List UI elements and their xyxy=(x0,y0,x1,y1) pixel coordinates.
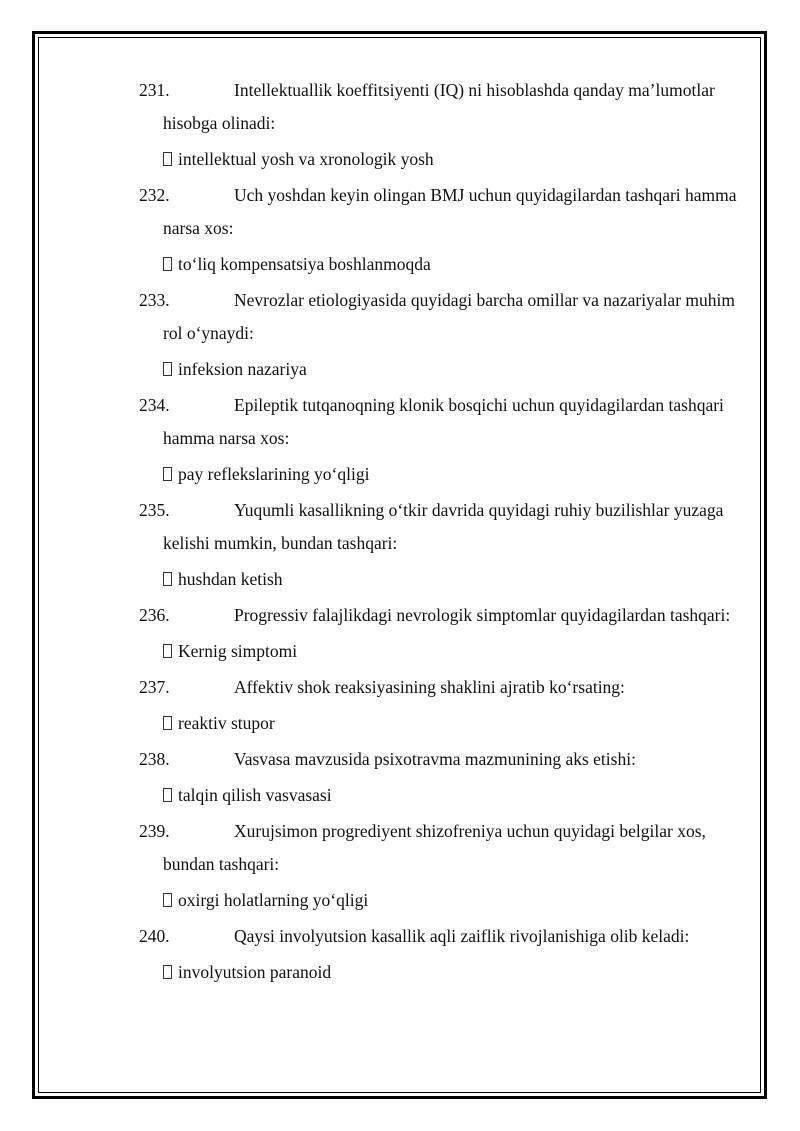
checkbox-icon xyxy=(163,257,172,271)
answer-line xyxy=(139,248,749,281)
question-number: 239. xyxy=(139,821,170,841)
question-item xyxy=(139,284,749,350)
question-number: 234. xyxy=(139,395,170,415)
answer-text: intellektual yosh va xronologik yosh xyxy=(178,149,434,169)
question-item xyxy=(139,920,749,953)
question-text: Vasvasa mavzusida psixotravma mazmunining aks etishi: xyxy=(234,749,636,769)
question-item xyxy=(139,74,749,140)
question-text: Progressiv falajlikdagi nevrologik simptomlar quyidagilardan tashqari: xyxy=(234,605,731,625)
answer-line xyxy=(139,563,749,596)
answer-text: reaktiv stupor xyxy=(178,713,275,733)
answer-text: Kernig simptomi xyxy=(178,641,298,661)
answer-line xyxy=(139,884,749,917)
question-text: Qaysi involyutsion kasallik aqli zaiflik rivojlanishiga olib keladi: xyxy=(234,926,690,946)
answer-line xyxy=(139,458,749,491)
question-number: 232. xyxy=(139,185,170,205)
checkbox-icon xyxy=(163,893,172,907)
answer-line xyxy=(139,143,749,176)
question-item xyxy=(139,389,749,455)
question-text: Xurujsimon progrediyent shizofreniya uchun quyidagi belgilar xos, bundan tashqari: xyxy=(163,821,706,874)
checkbox-icon xyxy=(163,467,172,481)
answer-text: involyutsion paranoid xyxy=(178,962,332,982)
question-number: 240. xyxy=(139,926,170,946)
question-text: Uch yoshdan keyin olingan BMJ uchun quyidagilardan tashqari hamma narsa xos: xyxy=(163,185,737,238)
checkbox-icon xyxy=(163,572,172,586)
answer-text: infeksion nazariya xyxy=(178,359,307,379)
checkbox-icon xyxy=(163,152,172,166)
question-text: Nevrozlar etiologiyasida quyidagi barcha omillar va nazariyalar muhim rol o‘ynaydi: xyxy=(163,290,735,343)
answer-text: hushdan ketish xyxy=(178,569,283,589)
answer-text: oxirgi holatlarning yo‘qligi xyxy=(178,890,369,910)
answer-line xyxy=(139,353,749,386)
checkbox-icon xyxy=(163,644,172,658)
question-item xyxy=(139,599,749,632)
checkbox-icon xyxy=(163,965,172,979)
question-item xyxy=(139,743,749,776)
question-item xyxy=(139,179,749,245)
answer-line xyxy=(139,779,749,812)
checkbox-icon xyxy=(163,716,172,730)
question-number: 236. xyxy=(139,605,170,625)
checkbox-icon xyxy=(163,362,172,376)
answer-line xyxy=(139,956,749,989)
question-number: 231. xyxy=(139,80,170,100)
answer-text: to‘liq kompensatsiya boshlanmoqda xyxy=(178,254,431,274)
answer-text: pay reflekslarining yo‘qligi xyxy=(178,464,370,484)
checkbox-icon xyxy=(163,788,172,802)
question-item xyxy=(139,494,749,560)
answer-line xyxy=(139,707,749,740)
question-number: 238. xyxy=(139,749,170,769)
question-number: 235. xyxy=(139,500,170,520)
question-text: Epileptik tutqanoqning klonik bosqichi uchun quyidagilardan tashqari hamma narsa xos: xyxy=(163,395,724,448)
question-item xyxy=(139,815,749,881)
question-number: 237. xyxy=(139,677,170,697)
question-text: Intellektuallik koeffitsiyenti (IQ) ni hisoblashda qanday ma’lumotlar hisobga olinadi: xyxy=(163,80,715,133)
answer-text: talqin qilish vasvasasi xyxy=(178,785,332,805)
question-text: Yuqumli kasallikning o‘tkir davrida quyidagi ruhiy buzilishlar yuzaga kelishi mumkin, bundan tashqari: xyxy=(163,500,724,553)
question-number: 233. xyxy=(139,290,170,310)
question-item xyxy=(139,671,749,704)
answer-line xyxy=(139,635,749,668)
question-list xyxy=(139,74,749,992)
question-text: Affektiv shok reaksiyasining shaklini ajratib ko‘rsating: xyxy=(234,677,625,697)
